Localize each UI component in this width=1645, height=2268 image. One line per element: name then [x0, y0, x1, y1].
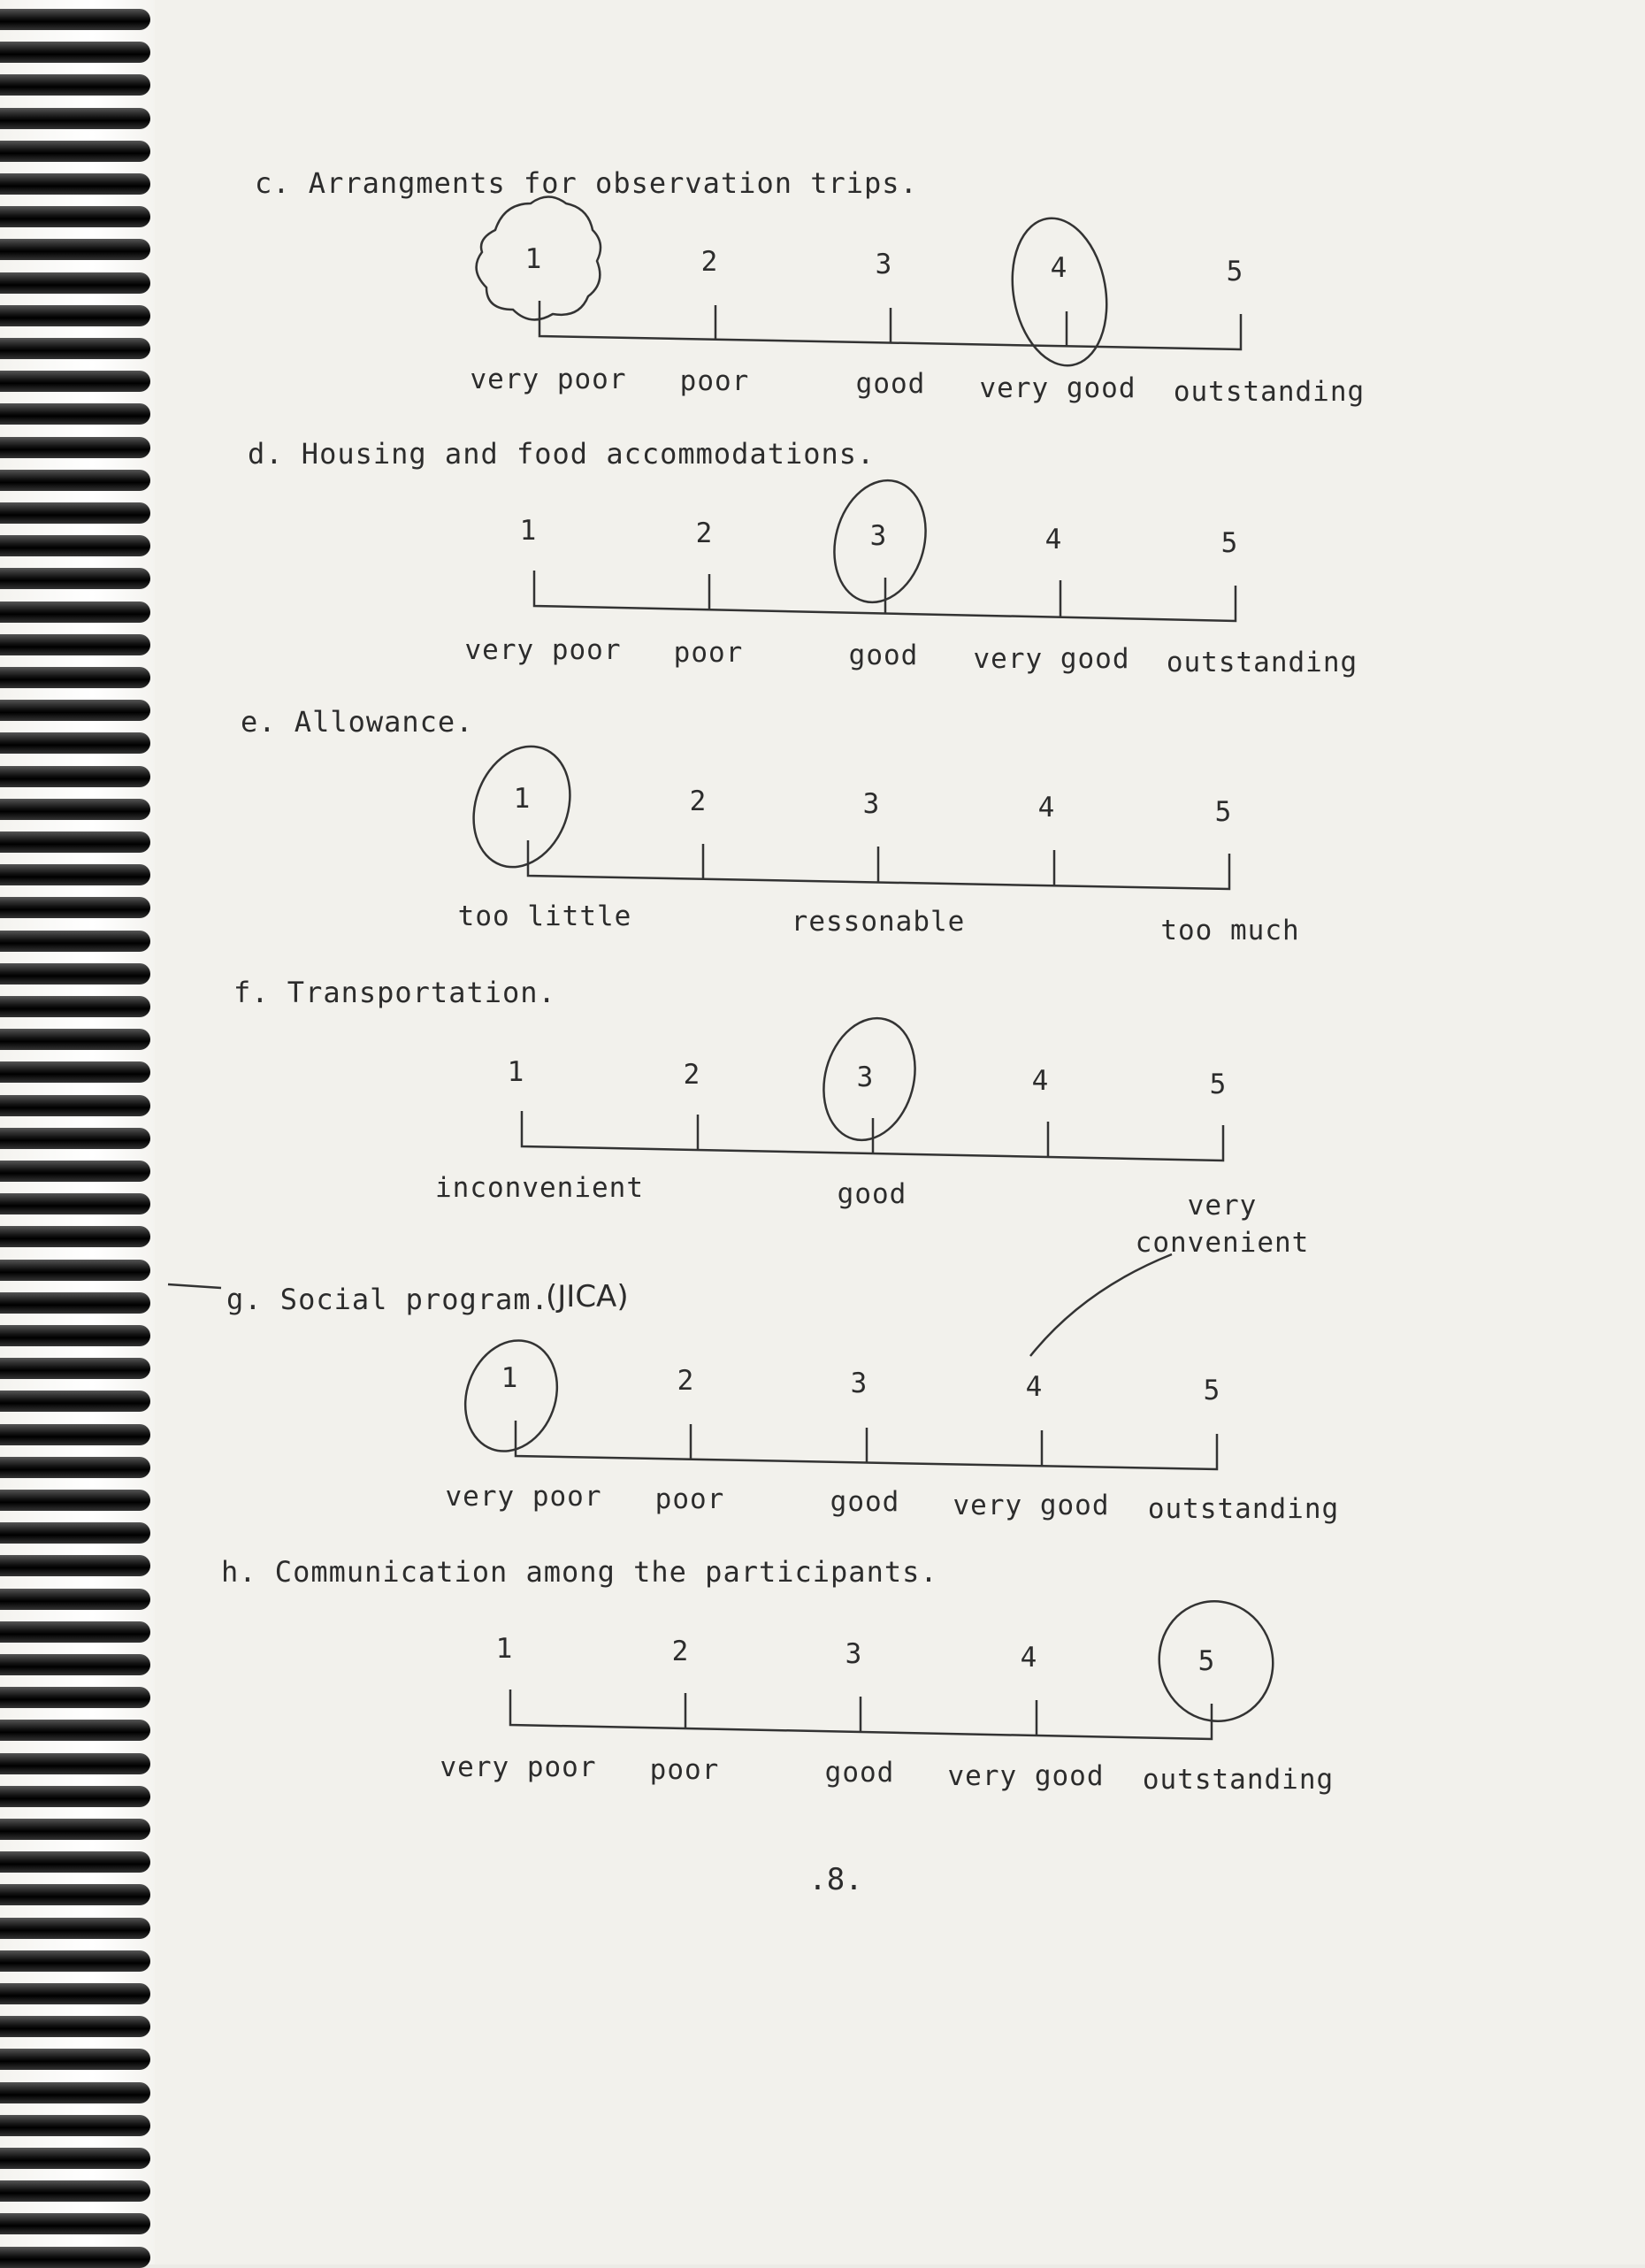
item-c-label-very-good: very good	[979, 372, 1136, 404]
item-c-number-3: 3	[875, 249, 892, 280]
item-f-number-2: 2	[683, 1059, 700, 1091]
item-e-heading: e. Allowance.	[241, 705, 474, 739]
item-e-number-1: 1	[513, 783, 531, 815]
item-f-label-good: good	[837, 1178, 907, 1210]
item-h-number-5: 5	[1197, 1645, 1215, 1677]
item-d-number-4: 4	[1044, 524, 1062, 556]
item-f-label-inconvenient: inconvenient	[435, 1172, 644, 1204]
item-g-handwritten-note: (JICA)	[546, 1279, 629, 1314]
item-c-label-poor: poor	[679, 365, 750, 397]
item-f-number-5: 5	[1209, 1069, 1227, 1100]
item-c-number-5: 5	[1226, 256, 1243, 287]
item-e-number-5: 5	[1214, 796, 1232, 828]
item-h-label-good: good	[824, 1757, 895, 1789]
item-g-number-2: 2	[677, 1365, 694, 1397]
item-d-label-very-poor: very poor	[464, 634, 622, 666]
item-f-number-1: 1	[507, 1056, 524, 1088]
stray-pen-dash	[168, 1284, 221, 1288]
item-h-label-poor: poor	[649, 1754, 720, 1786]
item-f-number-3: 3	[856, 1061, 874, 1093]
item-f-number-4: 4	[1031, 1065, 1049, 1097]
item-g-number-4: 4	[1025, 1371, 1043, 1403]
item-c-number-1: 1	[524, 243, 542, 275]
item-c-label-very-poor: very poor	[470, 364, 627, 395]
item-g-heading: g. Social program.	[226, 1283, 549, 1316]
item-g-label-outstanding: outstanding	[1147, 1493, 1340, 1525]
item-g-selected-circle	[450, 1328, 572, 1464]
item-e-selected-circle	[457, 732, 586, 880]
item-h-number-4: 4	[1020, 1642, 1037, 1674]
item-c-label-good: good	[855, 368, 926, 400]
item-d-selected-circle	[822, 470, 939, 612]
item-e-number-3: 3	[862, 788, 880, 820]
item-h-label-outstanding: outstanding	[1142, 1764, 1335, 1796]
item-e-number-4: 4	[1037, 792, 1055, 824]
item-c-label-outstanding: outstanding	[1173, 376, 1366, 408]
item-e-label-reasonable: ressonable	[791, 906, 966, 938]
item-g-number-5: 5	[1203, 1375, 1220, 1406]
item-h-label-very-poor: very poor	[440, 1751, 597, 1783]
item-h-number-1: 1	[495, 1633, 513, 1665]
item-d-number-1: 1	[519, 515, 537, 547]
item-d-label-poor: poor	[673, 637, 744, 669]
item-f-selected-circle	[811, 1008, 929, 1150]
item-h-number-2: 2	[671, 1636, 689, 1667]
item-g-label-poor: poor	[654, 1483, 725, 1515]
item-g-label-good: good	[830, 1486, 900, 1518]
item-d-number-3: 3	[869, 520, 887, 552]
item-c-heading: c. Arrangments for observation trips.	[255, 166, 918, 200]
item-e-label-too-little: too little	[457, 900, 632, 932]
item-g-label-very-poor: very poor	[445, 1481, 602, 1513]
item-d-label-very-good: very good	[973, 643, 1130, 675]
item-h-number-3: 3	[845, 1638, 862, 1670]
item-d-label-good: good	[848, 640, 919, 671]
item-d-label-outstanding: outstanding	[1166, 647, 1358, 678]
item-h-label-very-good: very good	[947, 1760, 1105, 1792]
item-e-number-2: 2	[689, 785, 707, 817]
item-d-number-5: 5	[1220, 527, 1238, 559]
item-f-heading: f. Transportation.	[233, 976, 556, 1009]
item-g-number-3: 3	[850, 1368, 868, 1399]
item-c-number-4: 4	[1050, 252, 1067, 284]
item-c-selected-circle	[1001, 211, 1118, 373]
item-f-label-very-convenient: very convenient	[1135, 1190, 1310, 1259]
item-c-number-2: 2	[700, 246, 718, 278]
item-h-selected-circle	[1146, 1589, 1287, 1734]
item-h-heading: h. Communication among the participants.	[221, 1555, 938, 1589]
item-g-number-1: 1	[501, 1362, 518, 1394]
item-d-heading: d. Housing and food accommodations.	[248, 437, 876, 471]
page-number: .8.	[808, 1862, 863, 1897]
stray-pen-stroke	[1030, 1254, 1172, 1356]
item-g-label-very-good: very good	[953, 1490, 1110, 1521]
item-d-number-2: 2	[695, 517, 713, 549]
item-e-label-too-much: too much	[1160, 915, 1300, 946]
